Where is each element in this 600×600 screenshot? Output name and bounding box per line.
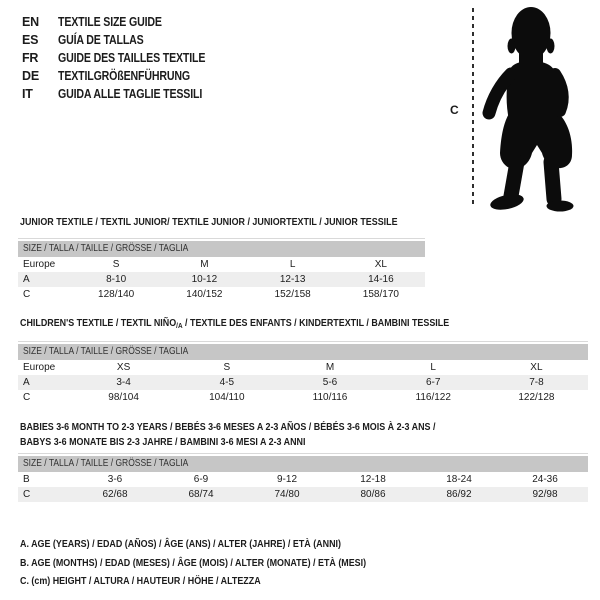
row-label: C	[23, 489, 31, 500]
table-row	[18, 257, 425, 272]
junior-table-title: JUNIOR TEXTILE / TEXTIL JUNIOR/ TEXTILE JUNIOR / JUNIORTEXTIL / JUNIOR TESSILE	[20, 216, 398, 228]
value-cell: 86/92	[446, 489, 472, 500]
table-row	[18, 287, 425, 302]
language-title: GUIDA ALLE TAGLIE TESSILI	[58, 87, 203, 101]
language-code: FR	[22, 51, 39, 65]
language-code: ES	[22, 33, 39, 47]
footnotes	[20, 534, 600, 590]
junior-size-table	[18, 241, 425, 302]
language-title: TEXTILGRÖßENFÜHRUNG	[58, 69, 190, 83]
language-row-es	[22, 31, 231, 49]
table-row	[18, 487, 588, 502]
size-header-text: SIZE / TALLA / TAILLE / GRÖSSE / TAGLIA	[23, 346, 189, 357]
babies-size-table	[18, 456, 588, 502]
language-row-it	[22, 85, 231, 103]
value-cell: 74/80	[274, 489, 300, 500]
babies-table-title-line1: BABIES 3-6 MONTH TO 2-3 YEARS / BEBÉS 3-6 MESES A 2-3 AÑOS / BÉBÉS 3-6 MOIS À 2-3 ANS /	[20, 421, 436, 433]
table-row	[18, 375, 588, 390]
size-header-bar	[18, 456, 588, 472]
children-title-subscript: /A	[176, 321, 183, 330]
children-title-suffix: / TEXTILE DES ENFANTS / KINDERTEXTIL / BAMBINI TESSILE	[182, 317, 450, 329]
footnote-height-cm: C. (cm) HEIGHT / ALTURA / HAUTEUR / HÖHE / ALTEZZA	[20, 575, 261, 587]
value-cell: 14-16	[368, 274, 394, 285]
size-cell: S	[112, 259, 120, 270]
babies-table-title-line2: BABYS 3-6 MONATE BIS 2-3 JAHRE / BAMBINI 3-6 MESI A 2-3 ANNI	[20, 436, 306, 448]
language-row-fr	[22, 49, 231, 67]
size-header-text: SIZE / TALLA / TAILLE / GRÖSSE / TAGLIA	[23, 243, 189, 254]
value-cell: 92/98	[532, 489, 558, 500]
size-cell: XL	[530, 362, 543, 373]
value-cell: 3-6	[107, 474, 123, 485]
height-measure-dashed-line-icon	[472, 8, 474, 208]
value-cell: 104/110	[209, 392, 245, 403]
row-label: C	[23, 392, 31, 403]
table-row	[18, 360, 588, 375]
value-cell: 12-18	[360, 474, 386, 485]
size-cell: M	[325, 362, 335, 373]
value-cell: 6-9	[193, 474, 209, 485]
row-label: Europe	[23, 362, 56, 373]
size-header-text: SIZE / TALLA / TAILLE / GRÖSSE / TAGLIA	[23, 458, 189, 469]
value-cell: 5-6	[322, 377, 338, 388]
value-cell: 4-5	[219, 377, 235, 388]
value-cell: 3-4	[116, 377, 131, 388]
value-cell: 9-12	[276, 474, 297, 485]
value-cell: 80/86	[360, 489, 386, 500]
children-table-title	[20, 317, 525, 329]
value-cell: 98/104	[108, 392, 139, 403]
value-cell: 6-7	[425, 377, 441, 388]
language-code: IT	[22, 87, 33, 101]
size-cell: XS	[116, 362, 131, 373]
baby-silhouette-icon	[480, 2, 598, 214]
language-header	[22, 13, 231, 103]
children-size-table	[18, 344, 588, 405]
value-cell: 10-12	[191, 274, 218, 285]
value-cell: 140/152	[186, 289, 223, 300]
language-title: GUÍA DE TALLAS	[58, 33, 144, 47]
size-cell: S	[223, 362, 231, 373]
size-cell: L	[430, 362, 436, 373]
language-title: TEXTILE SIZE GUIDE	[58, 15, 162, 29]
value-cell: 158/170	[362, 289, 399, 300]
height-measure-label: C	[450, 103, 459, 117]
row-label: B	[23, 474, 30, 485]
footnote-age-years: A. AGE (YEARS) / EDAD (AÑOS) / ÂGE (ANS) / ALTER (JAHRE) / ETÀ (ANNI)	[20, 538, 341, 550]
value-cell: 8-10	[106, 274, 127, 285]
value-cell: 152/158	[274, 289, 311, 300]
language-row-en	[22, 13, 231, 31]
language-code: EN	[22, 15, 39, 29]
value-cell: 62/68	[102, 489, 128, 500]
row-label: C	[23, 289, 31, 300]
size-cell: XL	[374, 259, 387, 270]
language-code: DE	[22, 69, 39, 83]
row-label: Europe	[23, 259, 56, 270]
language-row-de	[22, 67, 231, 85]
language-title: GUIDE DES TAILLES TEXTILE	[58, 51, 206, 65]
row-label: A	[23, 274, 30, 285]
value-cell: 18-24	[446, 474, 472, 485]
value-cell: 68/74	[188, 489, 214, 500]
value-cell: 128/140	[98, 289, 135, 300]
size-cell: L	[289, 259, 296, 270]
value-cell: 110/116	[312, 392, 348, 403]
value-cell: 7-8	[529, 377, 544, 388]
value-cell: 24-36	[532, 474, 558, 485]
value-cell: 122/128	[518, 392, 555, 403]
size-cell: M	[200, 259, 209, 270]
children-title-prefix: CHILDREN'S TEXTILE / TEXTIL NIÑO	[20, 317, 177, 329]
table-row	[18, 472, 588, 487]
row-label: A	[23, 377, 30, 388]
size-header-bar	[18, 344, 588, 360]
table-row	[18, 390, 588, 405]
value-cell: 116/122	[415, 392, 451, 403]
table-row	[18, 272, 425, 287]
value-cell: 12-13	[279, 274, 306, 285]
footnote-age-months: B. AGE (MONTHS) / EDAD (MESES) / ÂGE (MOIS) / ALTER (MONATE) / ETÀ (MESI)	[20, 556, 367, 569]
size-header-bar	[18, 241, 425, 257]
